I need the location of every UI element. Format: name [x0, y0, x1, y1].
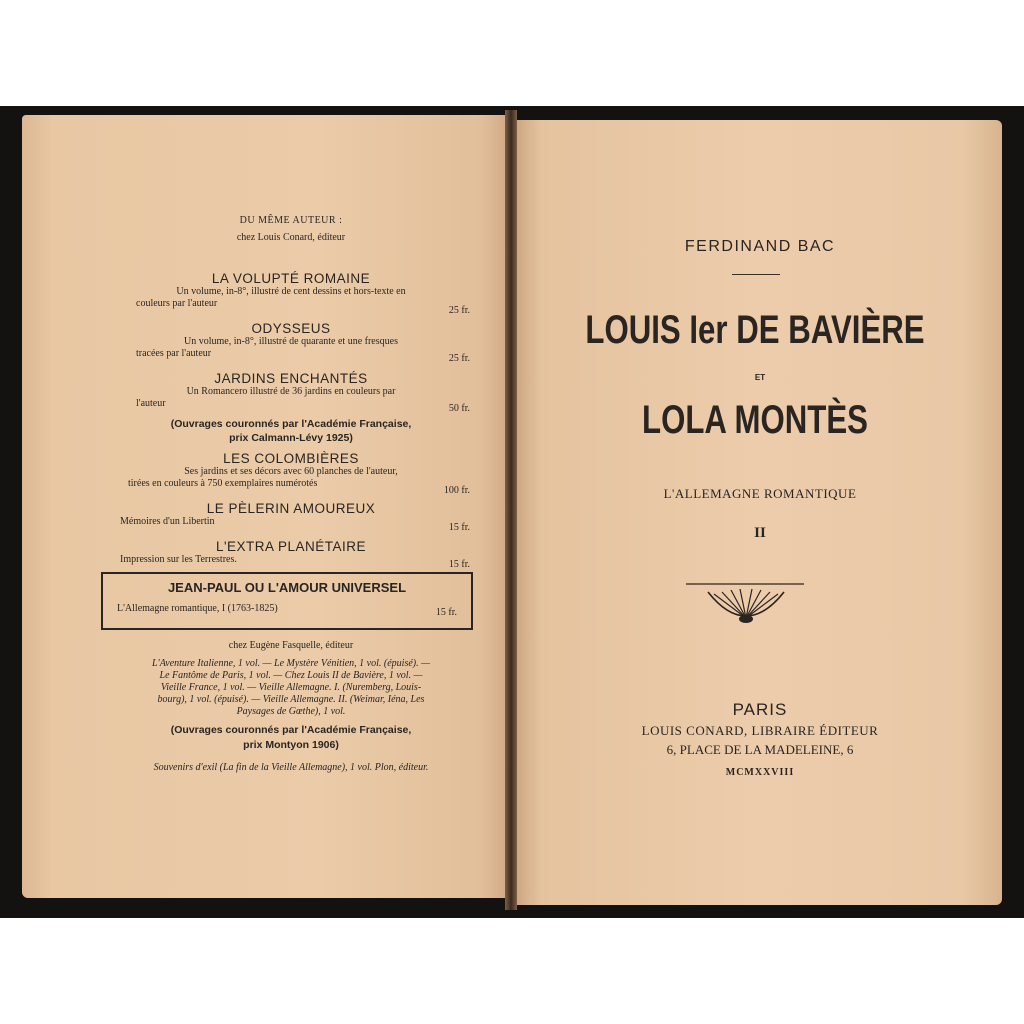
entry-price: 25 fr. — [448, 305, 470, 316]
award-montyon-line1: (Ouvrages couronnés par l'Académie Française, — [170, 724, 412, 736]
entry-price: 25 fr. — [448, 353, 470, 364]
souvenirs-line: Souvenirs d'exil (La fin de la Vieille Allemagne), 1 vol. Plon, éditeur. — [153, 762, 429, 773]
entry-desc-line: tirées en couleurs à 750 exemplaires numérotés — [128, 478, 318, 489]
award-calmann-line2: prix Calmann-Lévy 1925) — [229, 432, 353, 444]
entry-desc-line: tracées par l'auteur — [136, 348, 212, 359]
title-line-2-wrap — [520, 398, 990, 443]
fasquelle-line: Vieille France, 1 vol. — Vieille Allemagne. I. (Nuremberg, Louis- — [160, 682, 422, 693]
award-calmann-line1: (Ouvrages couronnés par l'Académie Française, — [170, 418, 412, 430]
jeanpaul-desc: L'Allemagne romantique, I (1763-1825) — [117, 603, 278, 614]
entry-title: LES COLOMBIÈRES — [223, 451, 359, 466]
jeanpaul-title: JEAN-PAUL OU L'AMOUR UNIVERSEL — [167, 580, 407, 595]
fasquelle-works — [112, 658, 470, 718]
fasquelle-line: Paysages de Gœthe), 1 vol. — [236, 706, 346, 717]
entry-desc-line: Un volume, in-8°, illustré de quarante et une fresques — [184, 336, 398, 347]
entry-pelerin — [112, 501, 470, 533]
title-line-1-wrap — [520, 308, 990, 353]
entry-desc-line: l'auteur — [136, 398, 166, 409]
author-rule — [732, 274, 780, 275]
entry-desc-line: Un volume, in-8°, illustré de cent dessins et hors-texte en — [176, 286, 406, 297]
book-spine — [505, 110, 517, 910]
jeanpaul-price: 15 fr. — [435, 607, 457, 618]
fasquelle-line: L'Aventure Italienne, 1 vol. — Le Mystère Vénitien, 1 vol. (épuisé). — — [152, 658, 430, 669]
author-name: FERDINAND BAC — [684, 238, 836, 255]
jeanpaul-frame — [101, 572, 473, 630]
title-et: ET — [754, 373, 766, 382]
entry-price: 50 fr. — [448, 403, 470, 414]
fan-ornament — [686, 578, 806, 628]
award-montyon-line2: prix Montyon 1906) — [243, 739, 339, 751]
entry-desc-line: Un Romancero illustré de 36 jardins en couleurs par — [186, 386, 396, 397]
fasquelle-publisher-line: chez Eugène Fasquelle, éditeur — [228, 640, 354, 651]
entry-title: ODYSSEUS — [251, 321, 331, 336]
entry-desc-line: Mémoires d'un Libertin — [120, 516, 215, 527]
title-line-2: LOLA MONTÈS — [642, 398, 868, 442]
same-author-heading: DU MÊME AUTEUR : — [239, 215, 343, 226]
entry-volupte — [112, 271, 470, 316]
imprint-address: 6, PLACE DE LA MADELEINE, 6 — [666, 742, 854, 757]
entry-desc-line: Ses jardins et ses décors avec 60 planches de l'auteur, — [184, 466, 398, 477]
entry-desc-line: Impression sur les Terrestres. — [120, 554, 237, 565]
entry-title: L'EXTRA PLANÉTAIRE — [215, 539, 367, 554]
fasquelle-line: Le Fantôme de Paris, 1 vol. — Chez Louis II de Bavière, 1 vol. — — [159, 670, 423, 681]
entry-price: 15 fr. — [448, 559, 470, 570]
entry-title: LA VOLUPTÉ ROMAINE — [211, 271, 371, 286]
entry-colombieres — [112, 451, 470, 496]
series-subtitle: L'ALLEMAGNE ROMANTIQUE — [663, 486, 857, 501]
entry-desc-line: couleurs par l'auteur — [136, 298, 218, 309]
entry-price: 100 fr. — [443, 485, 470, 496]
conard-publisher-line: chez Louis Conard, éditeur — [236, 232, 346, 243]
entry-extra — [112, 539, 470, 570]
fasquelle-line: bourg), 1 vol. (épuisé). — Vieille Allemagne. II. (Weimar, Iéna, Les — [157, 694, 425, 705]
entry-title: JARDINS ENCHANTÉS — [214, 371, 368, 386]
entry-title: LE PÈLERIN AMOUREUX — [206, 501, 376, 516]
entry-jardins — [112, 371, 470, 414]
imprint-city: PARIS — [732, 700, 788, 719]
entry-odysseus — [112, 321, 470, 364]
imprint-publisher: LOUIS CONARD, LIBRAIRE ÉDITEUR — [641, 723, 879, 738]
entry-price: 15 fr. — [448, 522, 470, 533]
volume-number: II — [754, 525, 766, 541]
title-line-1: LOUIS Ier DE BAVIÈRE — [585, 308, 925, 352]
imprint-year: MCMXXVIII — [725, 767, 795, 778]
